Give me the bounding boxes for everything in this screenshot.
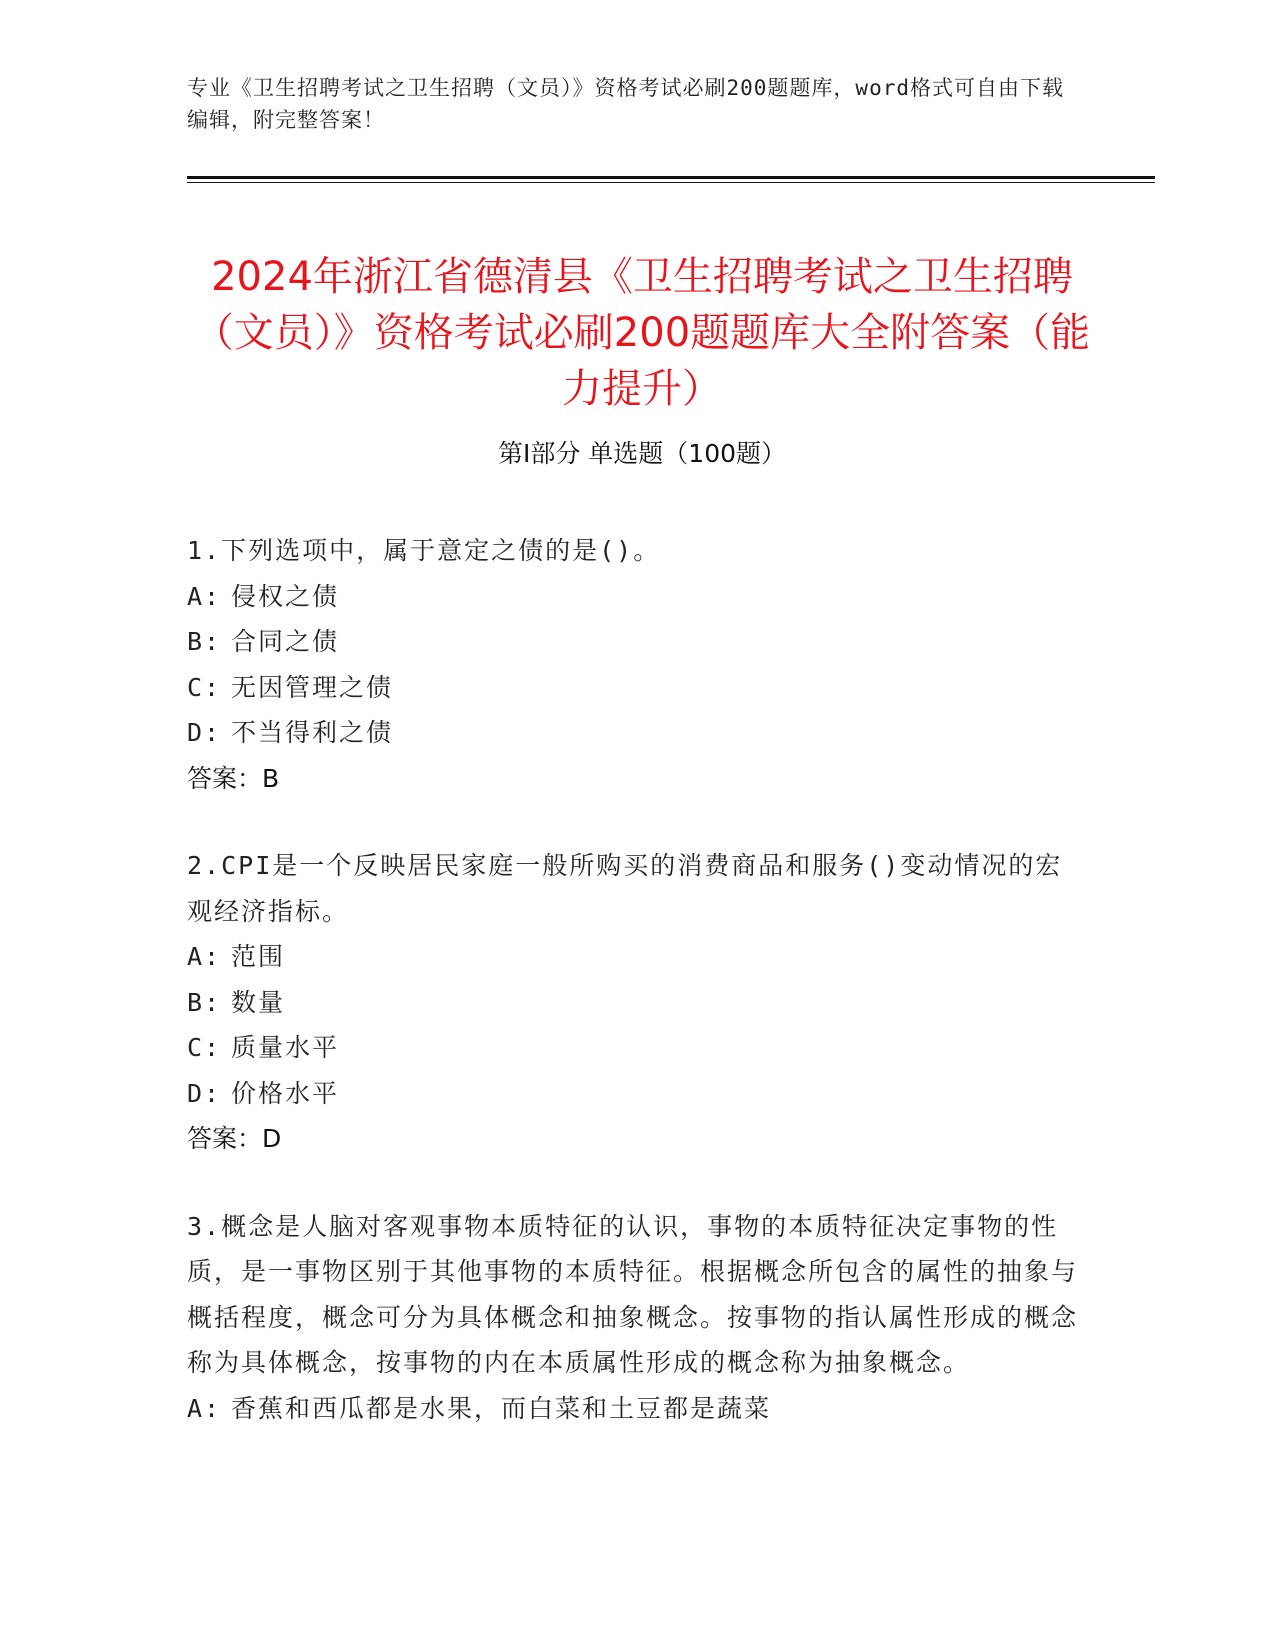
header-rule-thin	[187, 182, 1155, 183]
question-2	[187, 843, 1087, 1162]
answer-line: 答案：D	[187, 1124, 282, 1153]
option-c	[187, 665, 1087, 711]
option-letter: B:	[187, 627, 222, 656]
option-text: 合同之债	[231, 627, 340, 656]
option-d	[187, 1071, 1087, 1117]
question-spacer	[187, 1162, 1087, 1204]
option-letter: C:	[187, 1033, 222, 1062]
option-letter: C:	[187, 672, 222, 702]
question-stem: 3.概念是人脑对客观事物本质特征的认识，事物的本质特征决定事物的性质，是一事物区别于其他事物的本质特征。根据概念所包含的属性的抽象与概括程度，概念可分为具体概念和抽象概念。按事物的指认属性形成的概念称为具体概念，按事物的内在本质属性形成的概念称为抽象概念。	[187, 1211, 1079, 1377]
header-note: 专业《卫生招聘考试之卫生招聘（文员）》资格考试必刷200题题库，word格式可自由下载编辑，附完整答案！	[187, 76, 1064, 132]
option-letter: A:	[187, 942, 222, 971]
question-stem: 2.CPI是一个反映居民家庭一般所购买的消费商品和服务()变动情况的宏观经济指标。	[187, 851, 1063, 926]
option-text: 不当得利之债	[231, 718, 394, 747]
option-letter: A:	[187, 581, 222, 611]
section-heading: 第Ⅰ部分 单选题（100题）	[497, 439, 787, 468]
option-b	[187, 619, 1087, 665]
option-c	[187, 1025, 1087, 1071]
question-list	[187, 528, 1087, 1431]
option-text: 质量水平	[231, 1033, 340, 1062]
option-b	[187, 980, 1087, 1026]
option-letter: D:	[187, 1078, 222, 1108]
option-letter: A:	[187, 1393, 222, 1423]
question-3	[187, 1204, 1087, 1432]
option-text: 范围	[231, 942, 286, 971]
option-text: 侵权之债	[231, 581, 340, 611]
header-rule-thick	[187, 176, 1155, 179]
option-d	[187, 710, 1087, 756]
document-title: 2024年浙江省德清县《卫生招聘考试之卫生招聘（文员）》资格考试必刷200题题库大全附答案（能力提升）	[193, 253, 1091, 412]
option-text: 价格水平	[231, 1078, 340, 1108]
option-text: 数量	[231, 987, 286, 1017]
option-letter: D:	[187, 718, 222, 747]
option-letter: B:	[187, 987, 222, 1017]
option-a	[187, 1386, 1087, 1432]
answer-line: 答案：B	[187, 763, 280, 793]
question-stem: 1.下列选项中，属于意定之债的是()。	[187, 536, 661, 565]
option-a	[187, 934, 1087, 980]
option-text: 无因管理之债	[231, 672, 394, 702]
option-a	[187, 574, 1087, 620]
question-1	[187, 528, 1087, 801]
option-text: 香蕉和西瓜都是水果，而白菜和土豆都是蔬菜	[231, 1393, 772, 1423]
question-spacer	[187, 801, 1087, 843]
